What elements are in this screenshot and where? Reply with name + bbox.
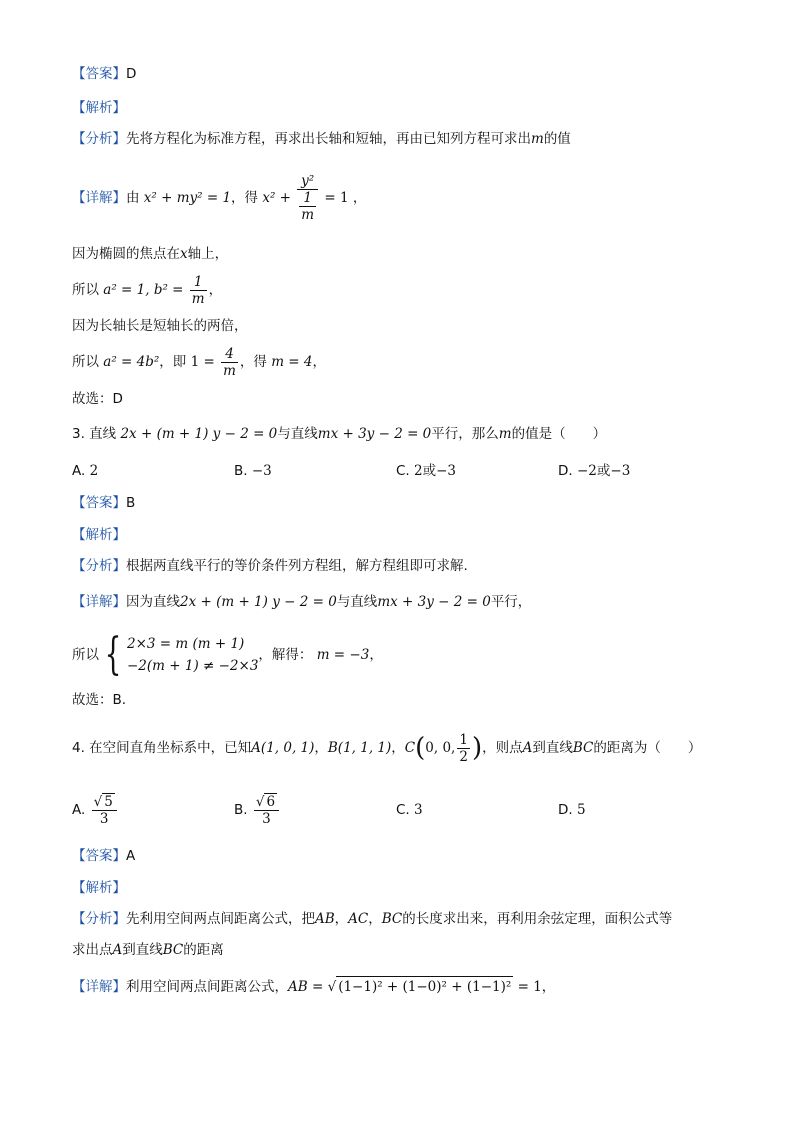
q3-system-line <box>72 630 383 680</box>
q4-option-c[interactable] <box>396 800 423 820</box>
fenxi-l2-bc: BC <box>162 942 184 958</box>
solve-mid2: ，得 <box>239 354 267 370</box>
fenxi-tag: 【分析】 <box>72 911 126 927</box>
sys-post: ， <box>369 647 383 663</box>
option-label: D. <box>558 802 573 818</box>
focus-pre: 因为椭圆的焦点在 <box>72 246 180 262</box>
q3-stem-pre: 3. 直线 <box>72 426 117 442</box>
analysis-heading <box>72 98 126 118</box>
q3-stem-post: 平行，那么 <box>431 426 499 442</box>
detail-eq2: mx + 3y − 2 = 0 <box>377 594 491 610</box>
answer-tag: 【答案】 <box>72 495 126 511</box>
q3-analysis-heading <box>72 525 126 545</box>
q3-option-b[interactable] <box>234 461 272 481</box>
inner-num: 1 <box>299 190 316 207</box>
axis-text: 因为长轴长是短轴长的两倍， <box>72 318 248 334</box>
fenxi-tag: 【分析】 <box>72 131 126 147</box>
axis-line <box>72 316 248 336</box>
detail-post: ， <box>541 979 556 995</box>
detail-tag: 【详解】 <box>72 979 126 995</box>
sep1: ， <box>314 740 328 756</box>
detail-eq1: 2x + (m + 1) y − 2 = 0 <box>180 594 337 610</box>
q3-option-c[interactable] <box>396 461 456 481</box>
detail-mid: 与直线 <box>336 594 378 610</box>
solve-post: ， <box>312 354 326 370</box>
frac-den: 3 <box>99 811 109 827</box>
q4-stem-pre: 4. 在空间直角坐标系中，已知 <box>72 740 252 756</box>
option-label: D. <box>558 463 573 479</box>
q3-answer-line <box>72 493 135 513</box>
radicand: 5 <box>104 794 113 810</box>
analysis-tag: 【解析】 <box>72 527 126 543</box>
q3-analysis-summary <box>72 556 468 576</box>
radicand: 6 <box>266 794 276 810</box>
q4-stem-to: 到直线 <box>532 740 573 756</box>
fenxi-text: 根据两直线平行的等价条件列方程组，解方程组即可求解. <box>126 558 468 574</box>
q3-line1: 2x + (m + 1) y − 2 = 0 <box>120 426 278 442</box>
q4-line-bc: BC <box>572 740 594 756</box>
focus-post: 轴上， <box>187 246 229 262</box>
q4-detail-line <box>72 976 555 997</box>
q3-option-d[interactable] <box>558 461 630 481</box>
solve-one: 1 = <box>190 354 215 370</box>
solve-mid: ，即 <box>159 354 187 370</box>
solve-pre: 所以 <box>72 354 99 370</box>
q3-var: m <box>498 426 512 442</box>
point-b: B(1, 1, 1) <box>327 740 392 756</box>
pc-den: 2 <box>459 748 468 765</box>
inner-fraction <box>299 190 316 223</box>
sys-mid: ，解得： <box>258 647 313 663</box>
q4-option-b[interactable] <box>234 788 281 832</box>
option-fraction <box>254 793 279 827</box>
choice-text: 故选：D <box>72 391 123 407</box>
q3-line2: mx + 3y − 2 = 0 <box>317 426 432 442</box>
equation-system <box>127 633 258 677</box>
ab-eq: a² = 1, b² = <box>103 282 184 298</box>
option-text: 5 <box>576 802 586 818</box>
b2-num: 1 <box>190 274 207 291</box>
sqrt-expression: √ (1−1)² + (1−0)² + (1−1)² <box>328 979 514 995</box>
b2-fraction <box>190 274 207 307</box>
frac-num: y² <box>297 173 318 190</box>
fenxi-var: m <box>531 131 544 147</box>
answer-line <box>72 64 136 84</box>
option-text: 3 <box>414 802 423 818</box>
point-c-coords: 0, 0, <box>425 740 456 756</box>
q4-analysis-line1 <box>72 909 672 929</box>
option-text: 2或−3 <box>414 463 457 479</box>
seg-bc: BC <box>381 911 403 927</box>
detail-mid: ，得 <box>231 190 259 206</box>
analysis-tag: 【解析】 <box>72 100 126 116</box>
fenxi-end: 的值 <box>543 131 571 147</box>
fenxi-l2-mid: 到直线 <box>122 942 163 958</box>
sys-row1: 2×3 = m (m + 1) <box>127 636 245 652</box>
option-label: B. <box>234 463 248 479</box>
frac-num: √ 5 <box>92 793 117 811</box>
answer-tag: 【答案】 <box>72 66 126 82</box>
solve-fraction <box>221 346 238 379</box>
option-text: −2或−3 <box>576 463 631 479</box>
solve-line <box>72 343 326 381</box>
q4-stem-mid: ，则点 <box>482 740 523 756</box>
q3-stem-mid: 与直线 <box>277 426 318 442</box>
fenxi-l2-a: A <box>112 942 123 958</box>
option-label: C. <box>396 463 410 479</box>
q4-analysis-line2 <box>72 940 224 960</box>
fenxi-l1-pre: 先利用空间两点间距离公式，把 <box>126 911 315 927</box>
solve-result: m = 4 <box>271 354 313 370</box>
detail-pre: 利用空间两点间距离公式， <box>126 979 288 995</box>
right-paren-icon: ) <box>471 733 483 763</box>
sys-pre: 所以 <box>72 647 99 663</box>
option-label: C. <box>396 802 410 818</box>
c1: ， <box>334 911 349 927</box>
eq-tail: = 1 ， <box>324 190 367 206</box>
q3-option-a[interactable] <box>72 461 98 481</box>
question-4-stem <box>72 728 701 768</box>
detail-post: 平行， <box>490 594 532 610</box>
q4-point-a: A <box>522 740 533 756</box>
solve-den: m <box>223 362 236 379</box>
analysis-summary <box>72 129 571 149</box>
analysis-tag: 【解析】 <box>72 880 126 896</box>
pc-num: 1 <box>459 731 468 748</box>
c2: ， <box>368 911 382 927</box>
answer-value: D <box>126 66 137 82</box>
q3-stem-end: 的值是（ ） <box>511 426 607 442</box>
left-paren-icon: ( <box>415 733 426 763</box>
question-3-stem <box>72 424 606 444</box>
left-brace-icon: { <box>104 629 122 680</box>
fenxi-l2-pre: 求出点 <box>72 942 113 958</box>
frac-den: 3 <box>262 811 271 827</box>
point-c-fraction <box>457 732 470 765</box>
detail-line <box>72 170 366 226</box>
sys-result: m = −3 <box>316 647 370 663</box>
seg-ab: AB <box>315 911 335 927</box>
answer-value: B <box>126 495 136 511</box>
frac-den <box>297 190 318 223</box>
ab-pre: 所以 <box>72 282 99 298</box>
point-c-label: C <box>404 740 416 756</box>
fenxi-text: 先将方程化为标准方程，再求出长轴和短轴，再由已知列方程可求出 <box>126 131 531 147</box>
option-text: −3 <box>251 463 272 479</box>
solve-eq: a² = 4b² <box>103 354 160 370</box>
standard-form-fraction <box>297 173 318 223</box>
choice-text: 故选：B. <box>72 692 127 708</box>
option-label: B. <box>234 802 248 818</box>
fenxi-l2-post: 的距离 <box>183 942 224 958</box>
eq-x2: x² + <box>262 190 291 206</box>
option-fraction <box>92 793 117 827</box>
detail-tag: 【详解】 <box>72 190 126 206</box>
seg-ac: AC <box>348 911 369 927</box>
radicand: (1−1)² + (1−0)² + (1−1)² <box>336 976 513 997</box>
ab-post: ， <box>208 282 223 298</box>
option-text: 2 <box>89 463 99 479</box>
solve-num: 4 <box>221 346 238 363</box>
q3-detail-line <box>72 592 531 612</box>
inner-den: m <box>301 207 315 223</box>
fenxi-tag: 【分析】 <box>72 558 126 574</box>
fenxi-l1-post: 的长度求出来，再利用余弦定理，面积公式等 <box>402 911 673 927</box>
detail-rhs: = 1 <box>517 979 542 995</box>
answer-tag: 【答案】 <box>72 848 126 864</box>
option-label: A. <box>72 463 86 479</box>
detail-pre: 因为直线 <box>126 594 180 610</box>
ellipse-equation: x² + my² = 1 <box>143 190 232 206</box>
detail-pre: 由 <box>126 190 140 206</box>
sys-row2: −2(m + 1) ≠ −2×3 <box>127 658 259 674</box>
q4-analysis-heading <box>72 878 126 898</box>
q4-option-a[interactable] <box>72 788 119 832</box>
q4-answer-line <box>72 846 135 866</box>
frac-num: √ 6 <box>254 793 279 811</box>
b2-den: m <box>191 290 205 307</box>
q3-choice-line <box>72 690 126 710</box>
option-label: A. <box>72 802 86 818</box>
detail-lhs: AB = <box>288 979 324 995</box>
q4-option-d[interactable] <box>558 800 586 820</box>
ab-line <box>72 272 222 308</box>
detail-tag: 【详解】 <box>72 594 126 610</box>
q4-stem-end: 的距离为（ ） <box>593 740 702 756</box>
answer-value: A <box>126 848 136 864</box>
sep2: ， <box>391 740 405 756</box>
focus-line <box>72 244 228 264</box>
choice-line <box>72 389 123 409</box>
point-a: A(1, 0, 1) <box>251 740 315 756</box>
focus-var: x <box>180 246 188 262</box>
